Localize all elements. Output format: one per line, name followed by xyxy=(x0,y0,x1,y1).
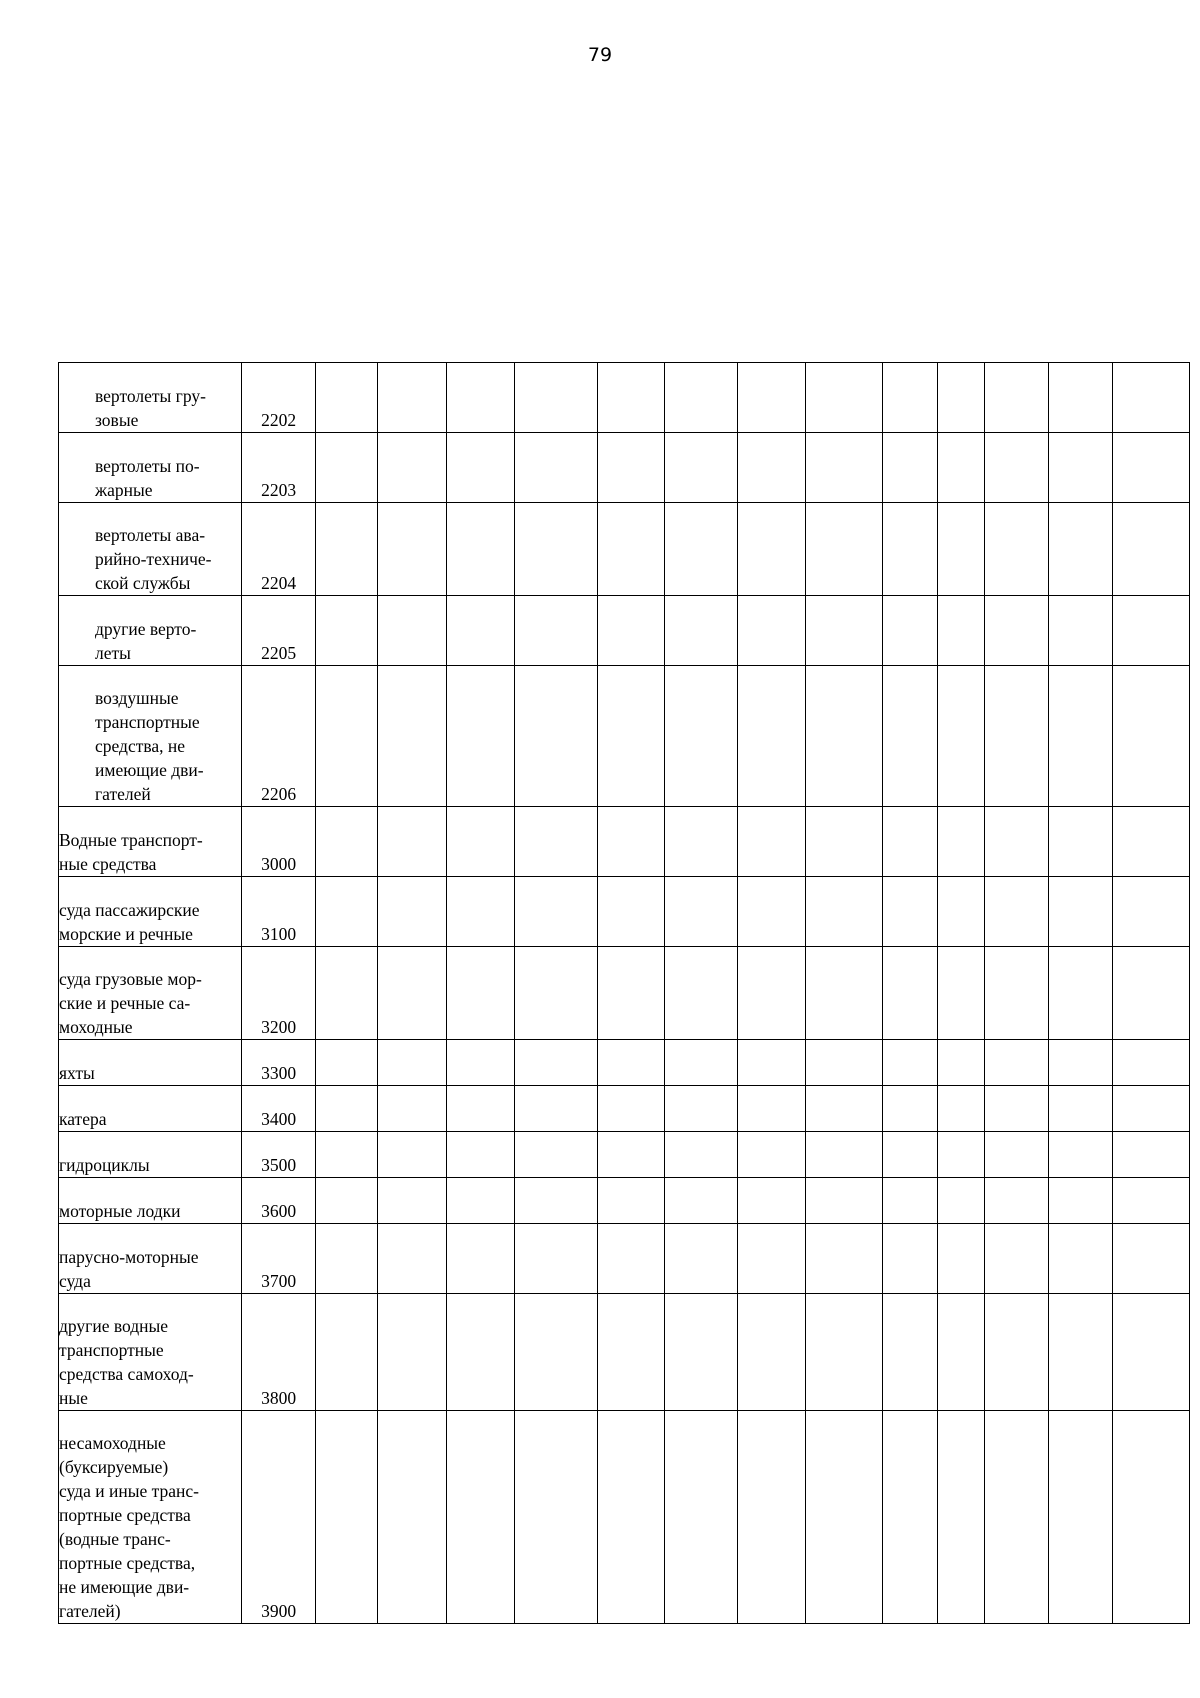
empty-value-cell xyxy=(598,807,664,877)
row-name-line: суда пассажирские xyxy=(59,900,200,920)
row-name-line: вертолеты ава- xyxy=(95,525,206,545)
row-name-line: транспортные xyxy=(95,712,200,732)
page-number: 79 xyxy=(587,44,613,66)
empty-value-cell xyxy=(883,596,938,666)
row-name-cell xyxy=(59,1294,242,1411)
row-name-cell xyxy=(59,1040,242,1086)
row-name-line: ской службы xyxy=(95,573,191,593)
empty-value-cell xyxy=(805,1294,882,1411)
table-row xyxy=(59,1086,1190,1132)
empty-value-cell xyxy=(447,433,515,503)
empty-value-cell xyxy=(737,1224,805,1294)
empty-value-cell xyxy=(447,1086,515,1132)
empty-value-cell xyxy=(985,1040,1048,1086)
row-name-cell xyxy=(59,1411,242,1624)
empty-value-cell xyxy=(1112,433,1189,503)
row-code-cell: 3900 xyxy=(242,1411,315,1624)
empty-value-cell xyxy=(515,363,598,433)
empty-value-cell xyxy=(598,1178,664,1224)
empty-value-cell xyxy=(805,666,882,807)
empty-value-cell xyxy=(985,1411,1048,1624)
row-name-line: транспортные xyxy=(59,1340,164,1360)
empty-value-cell xyxy=(883,1040,938,1086)
empty-value-cell xyxy=(1112,363,1189,433)
row-name-line: вертолеты гру- xyxy=(95,386,206,406)
table-row xyxy=(59,1132,1190,1178)
empty-value-cell xyxy=(377,503,446,596)
empty-value-cell xyxy=(598,1040,664,1086)
empty-value-cell xyxy=(1112,1224,1189,1294)
empty-value-cell xyxy=(598,1086,664,1132)
row-code-cell: 2202 xyxy=(242,363,315,433)
empty-value-cell xyxy=(805,1086,882,1132)
row-code-cell: 2206 xyxy=(242,666,315,807)
empty-value-cell xyxy=(315,1411,377,1624)
empty-value-cell xyxy=(598,666,664,807)
empty-value-cell xyxy=(598,363,664,433)
row-name-line: парусно-моторные xyxy=(59,1247,199,1267)
table-row xyxy=(59,1294,1190,1411)
empty-value-cell xyxy=(985,433,1048,503)
empty-value-cell xyxy=(447,666,515,807)
row-name-line: ные xyxy=(59,1388,88,1408)
table-row xyxy=(59,1178,1190,1224)
row-name-cell xyxy=(59,807,242,877)
empty-value-cell xyxy=(515,1086,598,1132)
empty-value-cell xyxy=(1048,666,1112,807)
empty-value-cell xyxy=(315,363,377,433)
empty-value-cell xyxy=(1112,1411,1189,1624)
empty-value-cell xyxy=(598,433,664,503)
row-name-line: суда и иные транс- xyxy=(59,1481,199,1501)
empty-value-cell xyxy=(938,1086,985,1132)
empty-value-cell xyxy=(664,877,737,947)
empty-value-cell xyxy=(515,1132,598,1178)
row-name-line: суда грузовые мор- xyxy=(59,969,202,989)
empty-value-cell xyxy=(805,363,882,433)
empty-value-cell xyxy=(883,1178,938,1224)
row-name-cell xyxy=(59,503,242,596)
empty-value-cell xyxy=(664,1294,737,1411)
empty-value-cell xyxy=(664,1178,737,1224)
empty-value-cell xyxy=(1048,1132,1112,1178)
table-row xyxy=(59,1224,1190,1294)
empty-value-cell xyxy=(737,503,805,596)
empty-value-cell xyxy=(985,503,1048,596)
row-name-line: гателей) xyxy=(59,1601,121,1621)
empty-value-cell xyxy=(315,433,377,503)
row-name-line: (буксируемые) xyxy=(59,1457,169,1477)
empty-value-cell xyxy=(598,1224,664,1294)
empty-value-cell xyxy=(598,947,664,1040)
empty-value-cell xyxy=(883,1224,938,1294)
empty-value-cell xyxy=(938,1040,985,1086)
row-name-line: гидроциклы xyxy=(59,1155,150,1175)
empty-value-cell xyxy=(1112,666,1189,807)
empty-value-cell xyxy=(883,433,938,503)
empty-value-cell xyxy=(985,1294,1048,1411)
empty-value-cell xyxy=(1112,1178,1189,1224)
empty-value-cell xyxy=(664,363,737,433)
row-name-cell xyxy=(59,1178,242,1224)
row-name-line: суда xyxy=(59,1271,91,1291)
empty-value-cell xyxy=(883,503,938,596)
empty-value-cell xyxy=(938,807,985,877)
empty-value-cell xyxy=(1112,1294,1189,1411)
empty-value-cell xyxy=(805,1178,882,1224)
empty-value-cell xyxy=(377,1294,446,1411)
empty-value-cell xyxy=(737,1040,805,1086)
empty-value-cell xyxy=(737,1294,805,1411)
empty-value-cell xyxy=(447,596,515,666)
empty-value-cell xyxy=(515,1178,598,1224)
empty-value-cell xyxy=(664,1132,737,1178)
table-row xyxy=(59,433,1190,503)
row-name-line: средства самоход- xyxy=(59,1364,194,1384)
row-name-line: рийно-техниче- xyxy=(95,549,212,569)
empty-value-cell xyxy=(315,877,377,947)
empty-value-cell xyxy=(315,807,377,877)
empty-value-cell xyxy=(883,1086,938,1132)
empty-value-cell xyxy=(447,1178,515,1224)
empty-value-cell xyxy=(938,503,985,596)
row-name-line: катера xyxy=(59,1109,107,1129)
empty-value-cell xyxy=(805,503,882,596)
empty-value-cell xyxy=(447,807,515,877)
empty-value-cell xyxy=(598,503,664,596)
empty-value-cell xyxy=(1112,596,1189,666)
empty-value-cell xyxy=(985,1086,1048,1132)
empty-value-cell xyxy=(447,1224,515,1294)
empty-value-cell xyxy=(1048,1040,1112,1086)
row-code-cell: 3600 xyxy=(242,1178,315,1224)
row-code-cell: 3200 xyxy=(242,947,315,1040)
empty-value-cell xyxy=(377,1411,446,1624)
empty-value-cell xyxy=(664,1086,737,1132)
empty-value-cell xyxy=(938,363,985,433)
row-code-cell: 2204 xyxy=(242,503,315,596)
empty-value-cell xyxy=(598,1411,664,1624)
empty-value-cell xyxy=(985,1224,1048,1294)
empty-value-cell xyxy=(1112,1040,1189,1086)
row-name-line: жарные xyxy=(95,480,153,500)
empty-value-cell xyxy=(1048,1294,1112,1411)
row-name-line: не имеющие дви- xyxy=(59,1577,190,1597)
table-row xyxy=(59,363,1190,433)
empty-value-cell xyxy=(315,1294,377,1411)
row-name-line: средства, не xyxy=(95,736,186,756)
empty-value-cell xyxy=(805,1411,882,1624)
empty-value-cell xyxy=(515,1224,598,1294)
empty-value-cell xyxy=(447,1294,515,1411)
empty-value-cell xyxy=(883,807,938,877)
empty-value-cell xyxy=(447,1132,515,1178)
row-code-cell: 2205 xyxy=(242,596,315,666)
empty-value-cell xyxy=(598,877,664,947)
empty-value-cell xyxy=(1048,1411,1112,1624)
row-code-cell: 3700 xyxy=(242,1224,315,1294)
empty-value-cell xyxy=(805,433,882,503)
empty-value-cell xyxy=(1048,807,1112,877)
row-name-line: другие верто- xyxy=(95,619,197,639)
empty-value-cell xyxy=(315,503,377,596)
vehicle-table xyxy=(58,362,1190,1624)
table-body xyxy=(59,363,1190,1624)
empty-value-cell xyxy=(447,947,515,1040)
empty-value-cell xyxy=(737,877,805,947)
empty-value-cell xyxy=(985,877,1048,947)
empty-value-cell xyxy=(598,1294,664,1411)
empty-value-cell xyxy=(377,433,446,503)
empty-value-cell xyxy=(1112,947,1189,1040)
empty-value-cell xyxy=(664,433,737,503)
empty-value-cell xyxy=(985,807,1048,877)
empty-value-cell xyxy=(377,1086,446,1132)
empty-value-cell xyxy=(447,503,515,596)
row-name-line: вертолеты по- xyxy=(95,456,200,476)
row-name-line: моходные xyxy=(59,1017,133,1037)
empty-value-cell xyxy=(1112,1132,1189,1178)
empty-value-cell xyxy=(515,503,598,596)
empty-value-cell xyxy=(664,1224,737,1294)
empty-value-cell xyxy=(447,363,515,433)
empty-value-cell xyxy=(1048,363,1112,433)
empty-value-cell xyxy=(883,1411,938,1624)
row-code-cell: 3100 xyxy=(242,877,315,947)
row-name-line: несамоходные xyxy=(59,1433,166,1453)
empty-value-cell xyxy=(515,1294,598,1411)
row-name-line: портные средства xyxy=(59,1505,191,1525)
empty-value-cell xyxy=(515,1411,598,1624)
empty-value-cell xyxy=(447,1411,515,1624)
empty-value-cell xyxy=(805,1224,882,1294)
empty-value-cell xyxy=(315,1224,377,1294)
row-name-line: морские и речные xyxy=(59,924,193,944)
row-code-cell: 3500 xyxy=(242,1132,315,1178)
row-name-cell xyxy=(59,666,242,807)
row-code-cell: 3300 xyxy=(242,1040,315,1086)
empty-value-cell xyxy=(664,666,737,807)
empty-value-cell xyxy=(315,596,377,666)
empty-value-cell xyxy=(1048,596,1112,666)
row-name-line: другие водные xyxy=(59,1316,169,1336)
row-name-cell xyxy=(59,1086,242,1132)
empty-value-cell xyxy=(985,1132,1048,1178)
empty-value-cell xyxy=(938,1132,985,1178)
empty-value-cell xyxy=(315,1086,377,1132)
empty-value-cell xyxy=(883,363,938,433)
row-name-line: леты xyxy=(95,643,131,663)
row-name-line: ные средства xyxy=(59,854,157,874)
empty-value-cell xyxy=(447,877,515,947)
empty-value-cell xyxy=(938,877,985,947)
row-name-line: воздушные xyxy=(95,688,179,708)
empty-value-cell xyxy=(985,666,1048,807)
row-name-line: (водные транс- xyxy=(59,1529,171,1549)
empty-value-cell xyxy=(938,596,985,666)
table-row xyxy=(59,807,1190,877)
empty-value-cell xyxy=(598,1132,664,1178)
empty-value-cell xyxy=(805,1040,882,1086)
row-name-line: Водные транспорт- xyxy=(59,830,203,850)
empty-value-cell xyxy=(315,1040,377,1086)
empty-value-cell xyxy=(598,596,664,666)
empty-value-cell xyxy=(883,947,938,1040)
empty-value-cell xyxy=(938,1294,985,1411)
empty-value-cell xyxy=(377,877,446,947)
empty-value-cell xyxy=(1112,1086,1189,1132)
empty-value-cell xyxy=(737,596,805,666)
empty-value-cell xyxy=(737,947,805,1040)
empty-value-cell xyxy=(985,363,1048,433)
empty-value-cell xyxy=(883,666,938,807)
table-row xyxy=(59,947,1190,1040)
row-name-line: яхты xyxy=(59,1063,95,1083)
empty-value-cell xyxy=(737,666,805,807)
empty-value-cell xyxy=(377,596,446,666)
empty-value-cell xyxy=(377,807,446,877)
empty-value-cell xyxy=(664,503,737,596)
empty-value-cell xyxy=(664,807,737,877)
table-row xyxy=(59,596,1190,666)
table-row xyxy=(59,666,1190,807)
empty-value-cell xyxy=(664,1040,737,1086)
empty-value-cell xyxy=(737,1411,805,1624)
empty-value-cell xyxy=(515,596,598,666)
empty-value-cell xyxy=(938,1178,985,1224)
row-code-cell: 2203 xyxy=(242,433,315,503)
empty-value-cell xyxy=(515,1040,598,1086)
empty-value-cell xyxy=(985,1178,1048,1224)
empty-value-cell xyxy=(938,666,985,807)
row-name-line: портные средства, xyxy=(59,1553,196,1573)
empty-value-cell xyxy=(315,1178,377,1224)
empty-value-cell xyxy=(737,1178,805,1224)
empty-value-cell xyxy=(515,947,598,1040)
empty-value-cell xyxy=(377,666,446,807)
empty-value-cell xyxy=(315,947,377,1040)
row-name-line: зовые xyxy=(95,410,139,430)
empty-value-cell xyxy=(664,947,737,1040)
row-name-line: гателей xyxy=(95,784,151,804)
empty-value-cell xyxy=(315,1132,377,1178)
row-name-cell xyxy=(59,1132,242,1178)
empty-value-cell xyxy=(1048,877,1112,947)
row-name-cell xyxy=(59,1224,242,1294)
empty-value-cell xyxy=(315,666,377,807)
table-row xyxy=(59,1040,1190,1086)
empty-value-cell xyxy=(737,1086,805,1132)
empty-value-cell xyxy=(664,1411,737,1624)
empty-value-cell xyxy=(377,1040,446,1086)
empty-value-cell xyxy=(377,1178,446,1224)
empty-value-cell xyxy=(737,363,805,433)
empty-value-cell xyxy=(1048,1178,1112,1224)
empty-value-cell xyxy=(377,1132,446,1178)
row-name-line: ские и речные са- xyxy=(59,993,191,1013)
empty-value-cell xyxy=(1112,807,1189,877)
empty-value-cell xyxy=(1048,947,1112,1040)
empty-value-cell xyxy=(515,433,598,503)
empty-value-cell xyxy=(805,596,882,666)
row-code-cell: 3400 xyxy=(242,1086,315,1132)
row-name-cell xyxy=(59,596,242,666)
empty-value-cell xyxy=(883,1132,938,1178)
empty-value-cell xyxy=(805,947,882,1040)
empty-value-cell xyxy=(377,1224,446,1294)
table-row xyxy=(59,877,1190,947)
empty-value-cell xyxy=(1048,433,1112,503)
empty-value-cell xyxy=(985,596,1048,666)
empty-value-cell xyxy=(938,1224,985,1294)
row-name-cell xyxy=(59,947,242,1040)
table-row xyxy=(59,1411,1190,1624)
empty-value-cell xyxy=(377,363,446,433)
empty-value-cell xyxy=(805,877,882,947)
empty-value-cell xyxy=(515,877,598,947)
empty-value-cell xyxy=(377,947,446,1040)
row-name-cell xyxy=(59,877,242,947)
empty-value-cell xyxy=(1048,1086,1112,1132)
row-code-cell: 3800 xyxy=(242,1294,315,1411)
row-name-line: имеющие дви- xyxy=(95,760,204,780)
empty-value-cell xyxy=(938,1411,985,1624)
row-code-cell: 3000 xyxy=(242,807,315,877)
empty-value-cell xyxy=(883,877,938,947)
row-name-cell xyxy=(59,433,242,503)
empty-value-cell xyxy=(1112,877,1189,947)
empty-value-cell xyxy=(737,807,805,877)
empty-value-cell xyxy=(737,1132,805,1178)
empty-value-cell xyxy=(805,1132,882,1178)
table-row xyxy=(59,503,1190,596)
empty-value-cell xyxy=(447,1040,515,1086)
empty-value-cell xyxy=(938,947,985,1040)
empty-value-cell xyxy=(664,596,737,666)
empty-value-cell xyxy=(1048,503,1112,596)
empty-value-cell xyxy=(737,433,805,503)
empty-value-cell xyxy=(1048,1224,1112,1294)
empty-value-cell xyxy=(1112,503,1189,596)
empty-value-cell xyxy=(938,433,985,503)
empty-value-cell xyxy=(515,807,598,877)
empty-value-cell xyxy=(985,947,1048,1040)
row-name-cell xyxy=(59,363,242,433)
row-name-line: моторные лодки xyxy=(59,1201,181,1221)
empty-value-cell xyxy=(515,666,598,807)
empty-value-cell xyxy=(883,1294,938,1411)
empty-value-cell xyxy=(805,807,882,877)
